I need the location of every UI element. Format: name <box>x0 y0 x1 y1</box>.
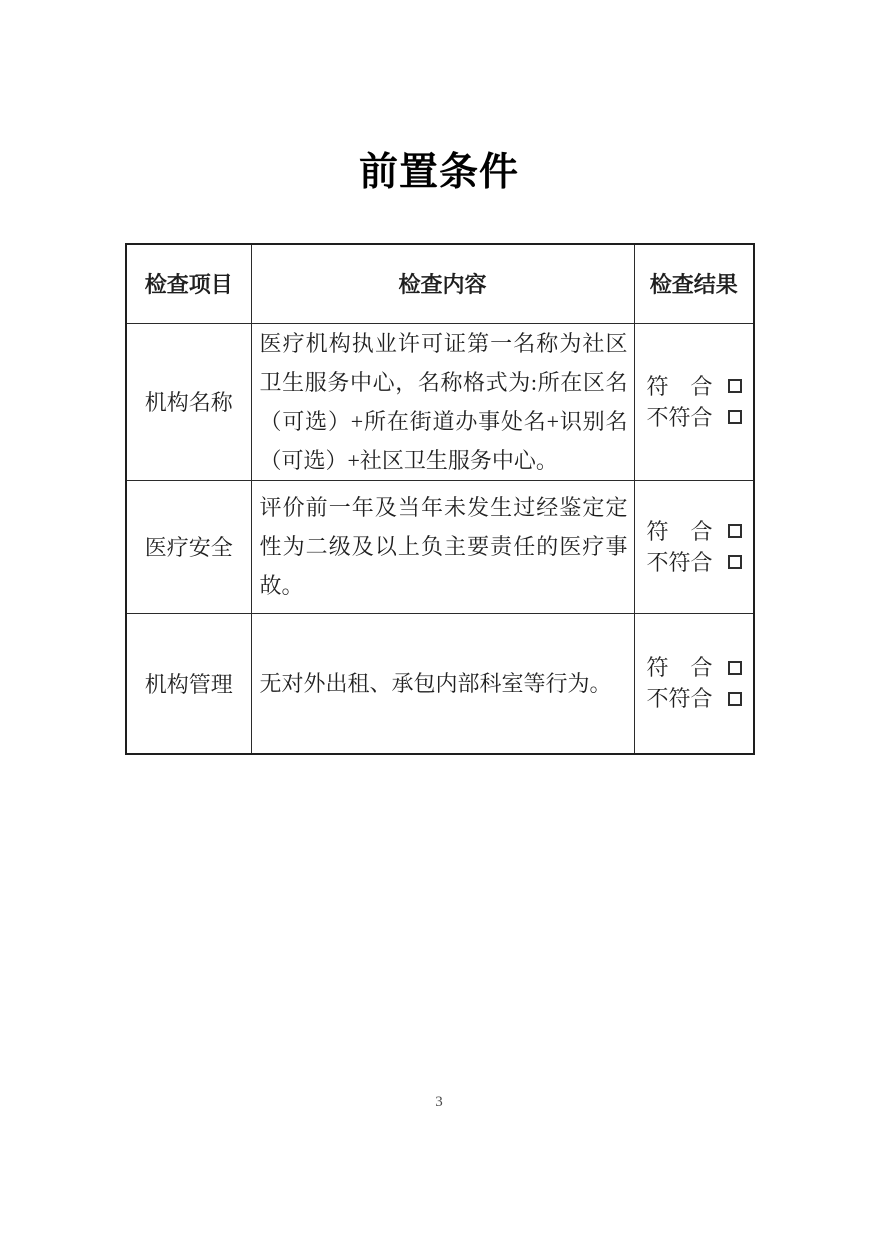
pass-option-row <box>647 652 743 683</box>
column-header-item: 检查项目 <box>126 244 251 323</box>
item-cell: 机构管理 <box>126 613 251 754</box>
table-row <box>126 480 754 613</box>
result-cell <box>634 613 754 754</box>
column-header-result: 检查结果 <box>634 244 754 323</box>
pass-checkbox[interactable] <box>728 379 742 393</box>
item-cell: 机构名称 <box>126 323 251 480</box>
content-cell: 医疗机构执业许可证第一名称为社区卫生服务中心，名称格式为:所在区名（可选）+所在街道办事处名+识别名（可选）+社区卫生服务中心。 <box>251 323 634 480</box>
content-cell: 评价前一年及当年未发生过经鉴定定性为二级及以上负主要责任的医疗事故。 <box>251 480 634 613</box>
fail-option-row <box>647 547 743 578</box>
fail-label: 不符合 <box>646 686 713 712</box>
fail-label: 不符合 <box>646 404 713 430</box>
pass-option-row <box>647 371 743 402</box>
pass-checkbox[interactable] <box>728 524 742 538</box>
table-row <box>126 323 754 480</box>
fail-checkbox[interactable] <box>728 410 742 424</box>
fail-option-row <box>647 683 743 714</box>
result-cell <box>634 480 754 613</box>
pass-label: 符合 <box>646 655 713 681</box>
item-cell: 医疗安全 <box>126 480 251 613</box>
fail-checkbox[interactable] <box>728 692 742 706</box>
pass-option-row <box>647 516 743 547</box>
pass-label: 符合 <box>646 518 713 544</box>
pass-checkbox[interactable] <box>728 661 742 675</box>
fail-option-row <box>647 402 743 433</box>
pass-label: 符合 <box>646 373 713 399</box>
page-title: 前置条件 <box>358 151 519 194</box>
table-row <box>126 613 754 754</box>
fail-label: 不符合 <box>646 549 713 575</box>
fail-checkbox[interactable] <box>728 555 742 569</box>
page-number: 3 <box>435 1094 443 1110</box>
table-header-row <box>126 244 754 323</box>
result-cell <box>634 323 754 480</box>
column-header-content: 检查内容 <box>251 244 634 323</box>
content-cell: 无对外出租、承包内部科室等行为。 <box>251 613 634 754</box>
inspection-table <box>125 243 755 755</box>
